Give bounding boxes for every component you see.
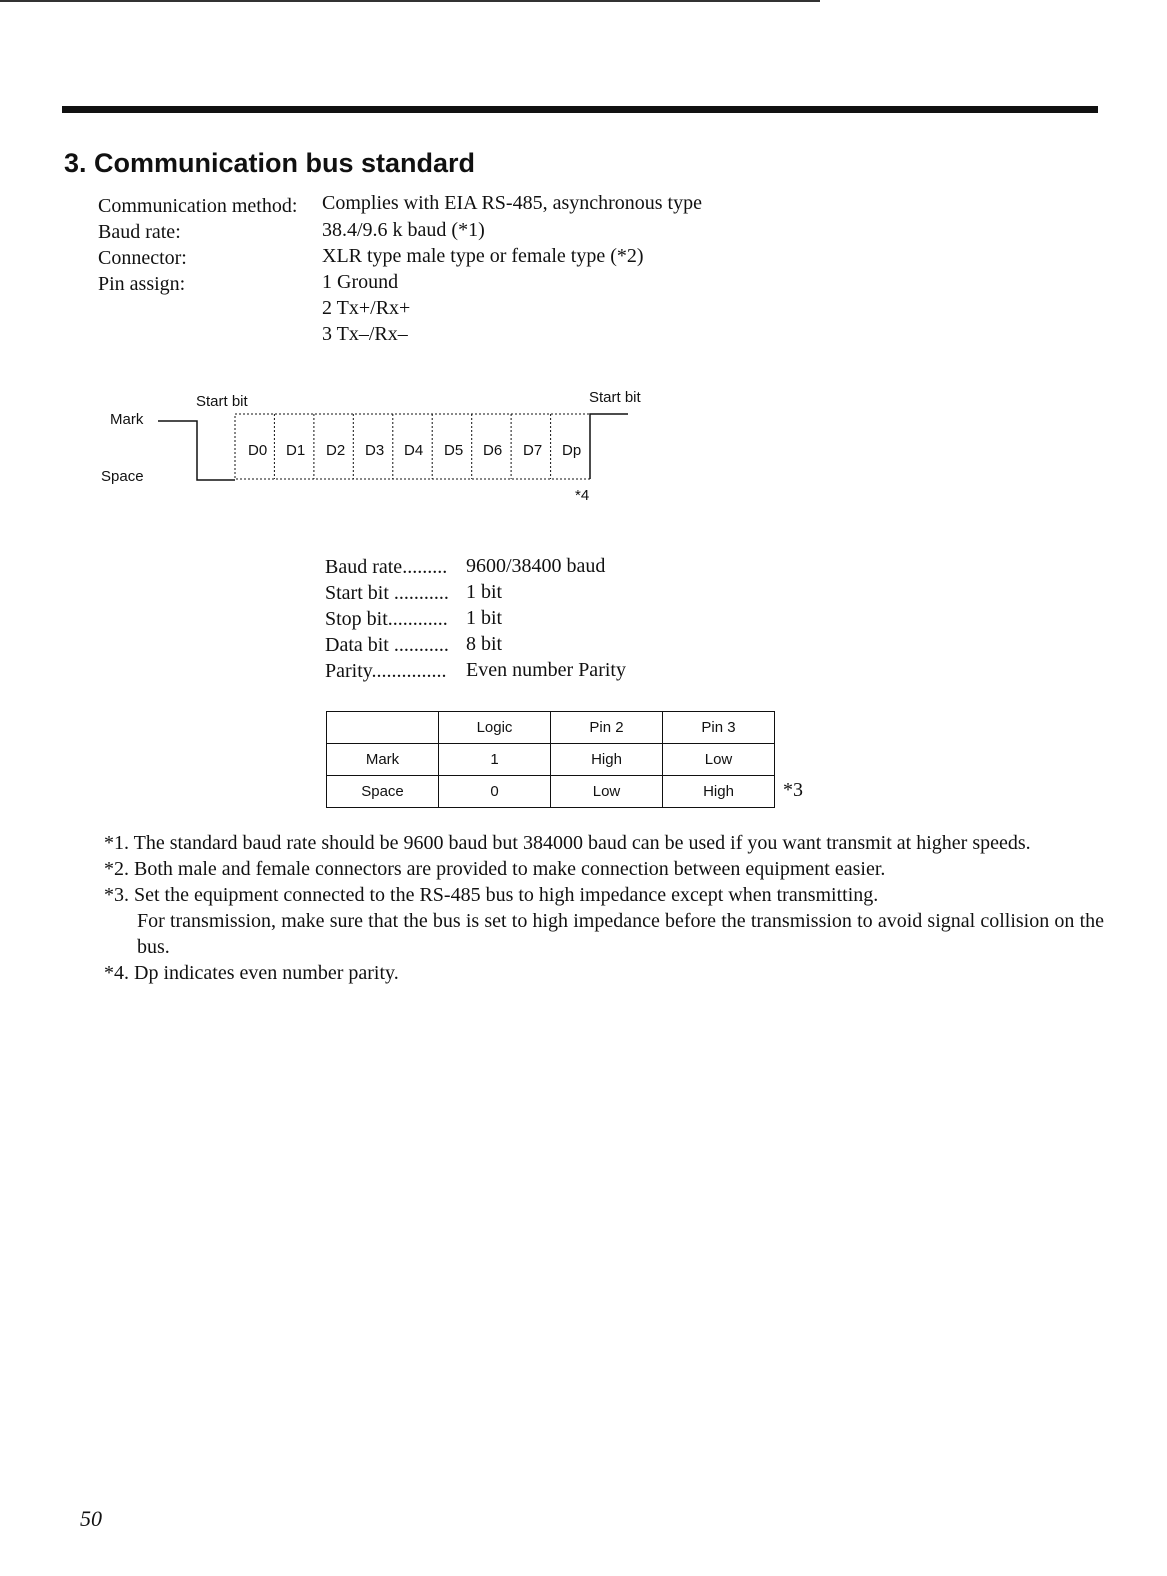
param-value: Even number Parity — [466, 659, 626, 681]
table-cell: 1 — [439, 744, 551, 776]
logic-table — [326, 711, 775, 808]
table-header: Pin 2 — [551, 712, 663, 744]
start-bit-label: Start bit — [589, 389, 641, 406]
param-value: 8 bit — [466, 633, 503, 655]
param-label: Parity............... — [325, 660, 447, 682]
table-header-row — [327, 712, 775, 744]
bit-label: D4 — [404, 442, 424, 459]
param-value: 1 bit — [466, 607, 503, 629]
bit-label: D1 — [286, 442, 306, 459]
bit-label: D5 — [444, 442, 464, 459]
mark-label: Mark — [110, 411, 144, 428]
bit-label: Dp — [562, 442, 582, 459]
table-header: Pin 3 — [663, 712, 775, 744]
start-bit-label: Start bit — [196, 393, 248, 410]
footnote-3-continued: For transmission, make sure that the bus is set to high impedance before the transmission to avoid signal collision on the bus. — [137, 910, 1104, 958]
section-title: 3. Communication bus standard — [64, 148, 476, 178]
param-label: Start bit ........... — [325, 582, 449, 604]
page-number: 50 — [80, 1506, 102, 1531]
param-value: 1 bit — [466, 581, 503, 603]
space-label: Space — [101, 468, 144, 485]
table-row — [327, 776, 775, 808]
table-cell: Space — [327, 776, 439, 808]
footnote-2: *2. Both male and female connectors are provided to make connection between equipment easier. — [104, 858, 886, 880]
bit-label: D3 — [365, 442, 385, 459]
spec-label: Communication method: — [98, 195, 298, 217]
table-cell: 0 — [439, 776, 551, 808]
spec-label: Baud rate: — [98, 221, 181, 243]
table-cell: Mark — [327, 744, 439, 776]
spec-value: 38.4/9.6 k baud (*1) — [322, 219, 485, 241]
table-cell: Low — [663, 744, 775, 776]
table-note: *3 — [783, 779, 803, 801]
footnote-ref: *4 — [575, 487, 590, 504]
param-label: Data bit ........... — [325, 634, 449, 656]
param-value: 9600/38400 baud — [466, 555, 606, 577]
param-label: Baud rate......... — [325, 556, 448, 578]
spec-value: 1 Ground — [322, 271, 399, 293]
bit-label: D6 — [483, 442, 503, 459]
table-header: Logic — [439, 712, 551, 744]
spec-label: Pin assign: — [98, 273, 186, 295]
spec-value: XLR type male type or female type (*2) — [322, 245, 644, 267]
table-cell: Low — [551, 776, 663, 808]
pin-assign-line: 3 Tx–/Rx– — [322, 323, 408, 345]
waveform — [0, 0, 700, 520]
table-cell: High — [663, 776, 775, 808]
bit-label: D2 — [326, 442, 346, 459]
footnote-3: *3. Set the equipment connected to the RS-485 bus to high impedance except when transmitting. — [104, 884, 879, 906]
bit-label: D0 — [248, 442, 268, 459]
spec-value: Complies with EIA RS-485, asynchronous type — [322, 192, 702, 214]
footnote-1: *1. The standard baud rate should be 9600 baud but 384000 baud can be used if you want transmit at higher speeds. — [104, 832, 1031, 854]
footnote-4: *4. Dp indicates even number parity. — [104, 962, 399, 984]
footnotes — [104, 830, 1104, 986]
table-row — [327, 744, 775, 776]
param-label: Stop bit............ — [325, 608, 448, 630]
pin-assign-line: 2 Tx+/Rx+ — [322, 297, 411, 319]
bit-label: D7 — [523, 442, 543, 459]
table-header — [327, 712, 439, 744]
table-cell: High — [551, 744, 663, 776]
spec-label: Connector: — [98, 247, 187, 269]
